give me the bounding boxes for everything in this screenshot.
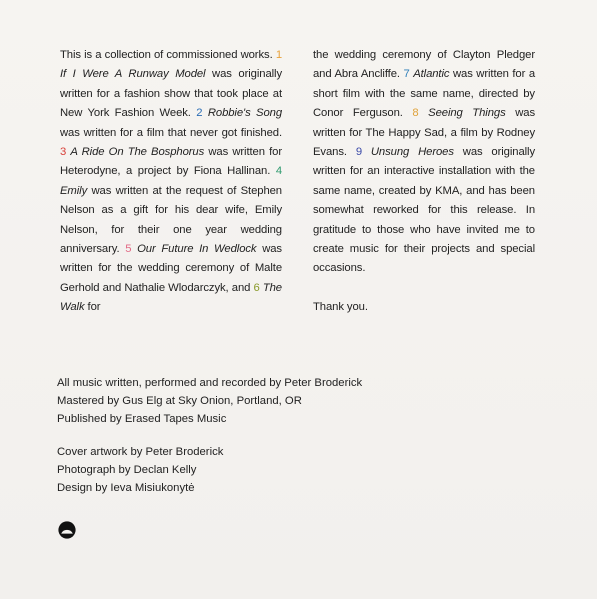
credits-design: [57, 443, 457, 497]
track-title-1: If I Were A Runway Model: [60, 68, 206, 81]
text: This is a collection of commissioned works.: [60, 49, 276, 61]
track-number-1: 1: [275, 49, 282, 61]
track-number-6: 6: [253, 281, 260, 294]
text: was written for a short film with the same name, directed by Conor Ferguson.: [313, 68, 535, 120]
track-title-5: Our Future In Wedlock: [137, 243, 257, 256]
track-title-4: Emily: [60, 184, 88, 197]
text: was written for the wedding ceremony of Malte Gerhold and Nathalie Wlodarczyk, and: [60, 243, 282, 294]
erased-tapes-logo-icon: [58, 521, 76, 539]
track-number-4: 4: [275, 165, 282, 178]
credit-line: Photograph by Declan Kelly: [57, 464, 197, 476]
liner-notes-paragraph: [60, 46, 282, 318]
text: the wedding ceremony of Clayton Pledger and Abra Ancliffe.: [313, 49, 535, 81]
track-title-3: A Ride On The Bosphorus: [70, 146, 205, 159]
track-title-9: Unsung Heroes: [370, 146, 454, 159]
text: was written for The Happy Sad, a film by Rodney Evans.: [313, 107, 535, 159]
liner-notes-right-column: [313, 46, 535, 317]
track-number-2: 2: [196, 107, 203, 120]
track-number-7: 7: [403, 68, 410, 81]
track-number-3: 3: [60, 146, 67, 159]
credit-line: Design by Ieva Misiukonytė: [57, 482, 195, 494]
text: was originally written for an interactive installation with the same name, created by KMA, and has been somewhat reworked for this release. In gratitude to those who have invited me to create music for their projects and special occasions.: [313, 146, 536, 275]
credit-line: Published by Erased Tapes Music: [57, 413, 227, 425]
thank-you-text: Thank you.: [313, 300, 368, 313]
text: was written at the request of Stephen Nelson as a gift for his dear wife, Emily Nelson, for their one year wedding anniversary.: [60, 184, 282, 256]
text: was written for a film that never got finished.: [60, 126, 282, 139]
track-title-8: Seeing Things: [428, 107, 506, 120]
track-number-8: 8: [412, 107, 419, 120]
credit-line: Mastered by Gus Elg at Sky Onion, Portland, OR: [57, 395, 302, 407]
text: for: [84, 301, 101, 314]
credit-line: Cover artwork by Peter Broderick: [57, 446, 224, 458]
track-title-2: Robbie's Song: [207, 107, 283, 120]
credit-line: All music written, performed and recorded by Peter Broderick: [57, 377, 363, 389]
text: was written for Heterodyne, a project by Fiona Hallinan.: [60, 146, 282, 178]
track-number-5: 5: [125, 243, 132, 256]
track-number-9: 9: [355, 146, 362, 159]
text: was originally written for a fashion show that took place at New York Fashion Week.: [60, 68, 282, 120]
liner-notes-paragraph: [313, 46, 535, 279]
credits-music: [57, 374, 457, 428]
track-title-6: The Walk: [60, 281, 282, 314]
track-title-7: Atlantic: [413, 68, 450, 81]
liner-notes-left-column: [60, 46, 282, 318]
